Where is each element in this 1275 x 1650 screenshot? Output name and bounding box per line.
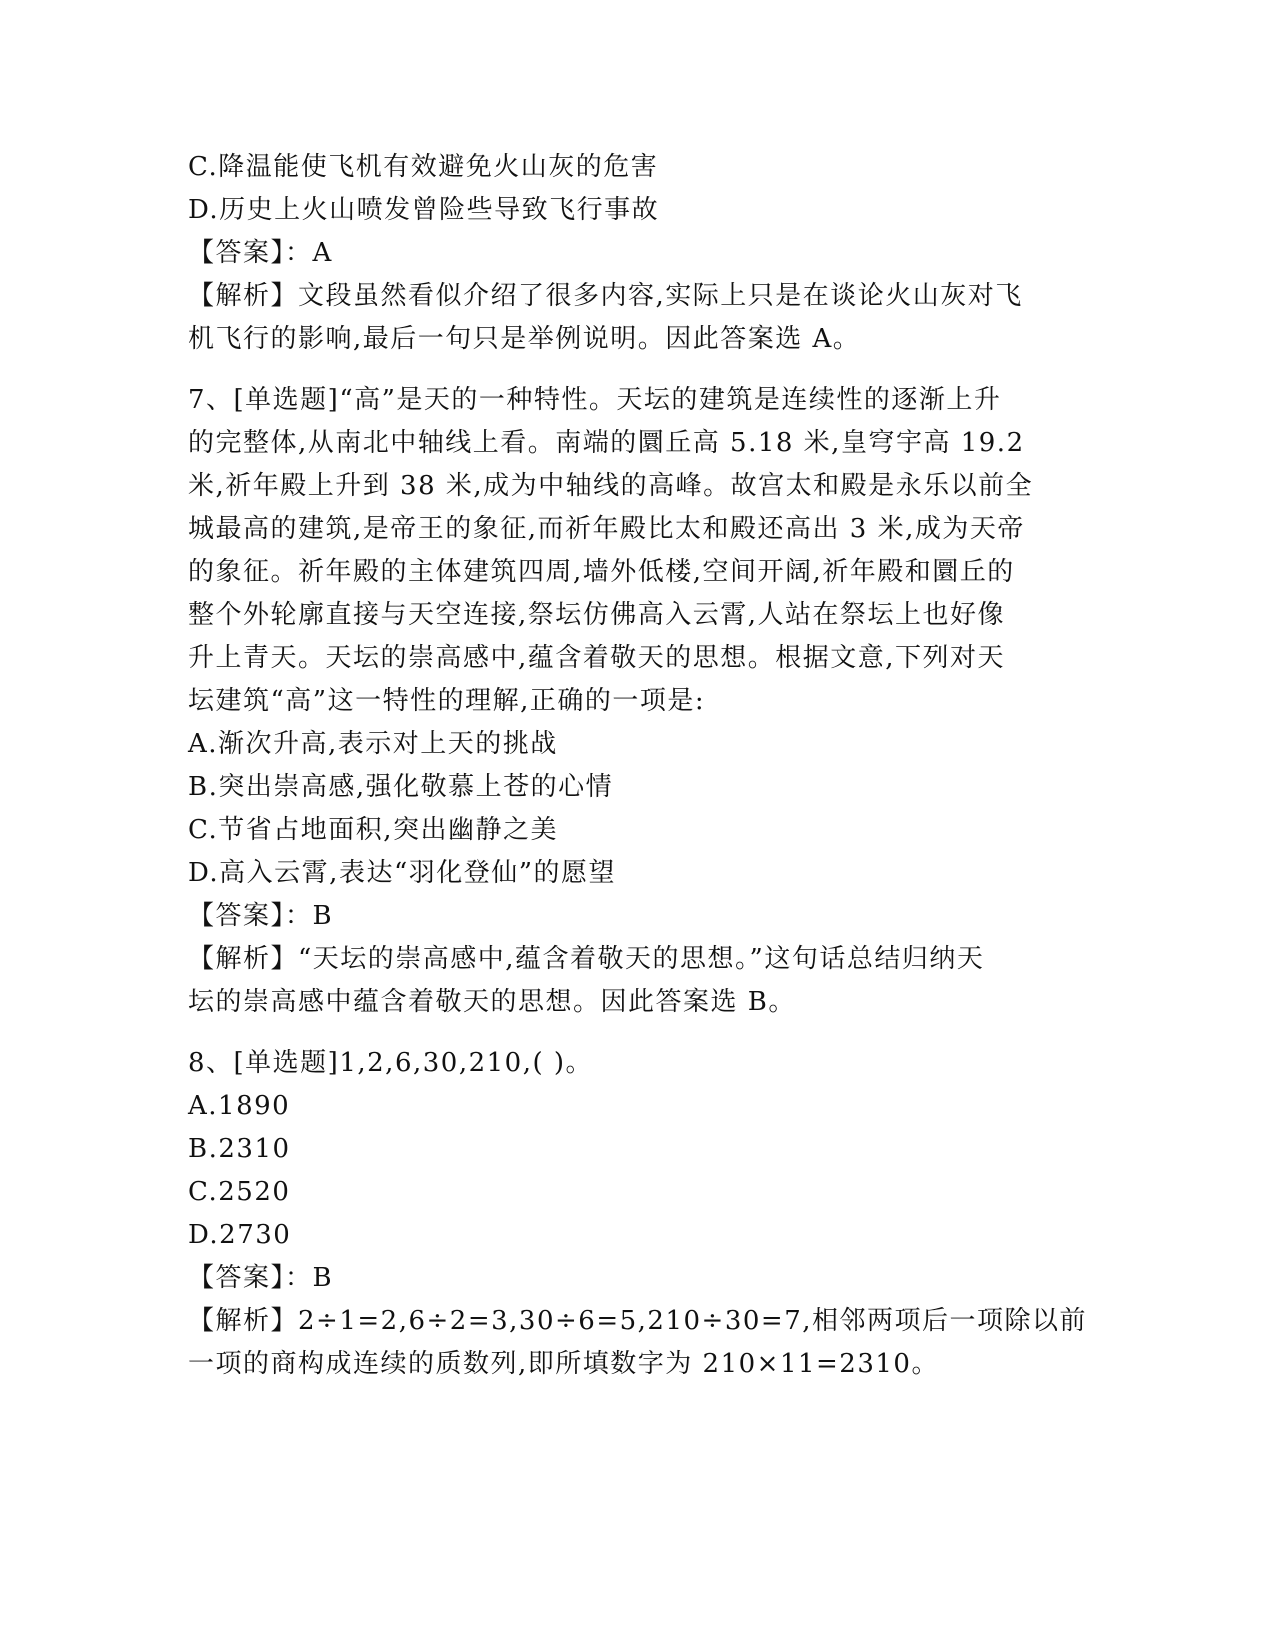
option-c: C.2520 [188,1177,291,1207]
option-d: D.2730 [188,1220,292,1250]
option-c: C.降温能使飞机有效避免火山灰的危害 [188,152,659,182]
option-b: B.突出崇高感,强化敬慕上苍的心情 [188,772,614,802]
document-page [188,146,1088,1386]
analysis-line: 坛的崇高感中蕴含着敬天的思想。因此答案选 B。 [188,987,796,1017]
question-stem-line: 的完整体,从南北中轴线上看。南端的圜丘高 5.18 米,皇穹宇高 19.2 [188,428,1025,458]
question-stem-line: 7、[单选题]“高”是天的一种特性。天坛的建筑是连续性的逐渐上升 [188,385,1002,415]
answer-line: 【答案】：B [188,1263,334,1293]
analysis-line: 机飞行的影响,最后一句只是举例说明。因此答案选 A。 [188,324,861,354]
analysis-line: 【解析】文段虽然看似介绍了很多内容,实际上只是在谈论火山灰对飞 [188,281,1023,311]
answer-line: 【答案】：A [188,238,333,268]
spacer [188,1024,1088,1042]
question-stem-line: 整个外轮廓直接与天空连接,祭坛仿佛高入云霄,人站在祭坛上也好像 [188,600,1006,630]
question-stem-line: 坛建筑“高”这一特性的理解,正确的一项是: [188,686,706,716]
question-stem-line: 的象征。祈年殿的主体建筑四周,墙外低楼,空间开阔,祈年殿和圜丘的 [188,557,1015,587]
question-7 [188,379,1088,1024]
option-d: D.高入云霄,表达“羽化登仙”的愿望 [188,858,617,888]
question-stem-line: 城最高的建筑,是帝王的象征,而祈年殿比太和殿还高出 3 米,成为天帝 [188,514,1025,544]
question-8 [188,1042,1088,1386]
option-b: B.2310 [188,1134,291,1164]
answer-line: 【答案】：B [188,901,334,931]
analysis-line: 【解析】2÷1=2,6÷2=3,30÷6=5,210÷30=7,相邻两项后一项除以前 [188,1306,1088,1336]
option-a: A.1890 [188,1091,291,1121]
question-stem-line: 8、[单选题]1,2,6,30,210,( )。 [188,1048,594,1078]
question-6-tail [188,146,1088,361]
spacer [188,361,1088,379]
analysis-line: 一项的商构成连续的质数列,即所填数字为 210×11=2310。 [188,1349,939,1379]
option-a: A.渐次升高,表示对上天的挑战 [188,729,558,759]
question-stem-line: 米,祈年殿上升到 38 米,成为中轴线的高峰。故宫太和殿是永乐以前全 [188,471,1034,501]
analysis-line: 【解析】“天坛的崇高感中,蕴含着敬天的思想。”这句话总结归纳天 [188,944,985,974]
option-d: D.历史上火山喷发曾险些导致飞行事故 [188,195,660,225]
option-c: C.节省占地面积,突出幽静之美 [188,815,558,845]
question-stem-line: 升上青天。天坛的崇高感中,蕴含着敬天的思想。根据文意,下列对天 [188,643,1006,673]
